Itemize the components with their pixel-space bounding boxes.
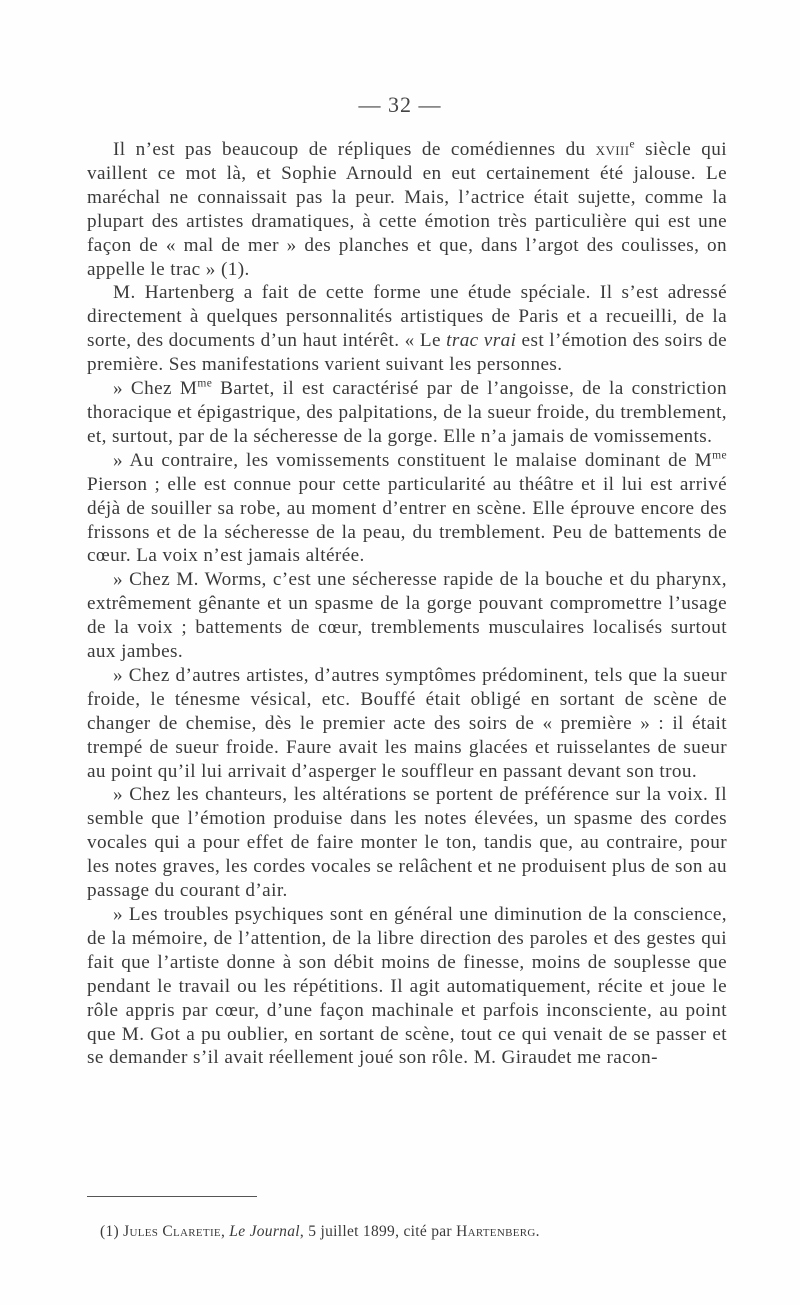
text-run: me: [712, 449, 727, 462]
paragraph: [87, 138, 727, 281]
text-run: Pierson ; elle est connue pour cette particularité au théâtre et il lui est arrivé déjà de souiller sa robe, au moment d’entrer en scène. Elle éprouve encore des frissons et de la sécheresse de la peau, du tremblement. Peu de battements de cœur. La voix n’est jamais altérée.: [87, 473, 727, 567]
text-run: » Au contraire, les vomissements constituent le malaise dominant de M: [113, 449, 713, 471]
text-run: Bartet, il est caractérisé par de l’angoisse, de la constriction thoracique et épigastrique, des palpitations, de la sueur froide, du tremblement, et, surtout, par de la sécheresse de la gorge. Elle n’a jamais de vomissements.: [87, 378, 727, 447]
text-run: e: [629, 138, 635, 151]
text-run: » Les troubles psychiques sont en général une diminution de la conscience, de la mémoire, de l’attention, de la libre direction des paroles et des gestes qui fait que l’artiste donne à son débit moins de finesse, moins de souplesse que pendant le travail ou les répétitions. Il agit automatiquement, récite et joue le rôle appris par cœur, d’une façon machinale et parfois inconsciente, au point que M. Got a pu oublier, en sortant de scène, tout ce qui venait de se passer et se demander s’il avait réellement joué son rôle. M. Giraudet me racon-: [87, 904, 727, 1069]
text-run: siècle qui vaillent ce mot là, et Sophie Arnould en eut certainement été jalouse. Le maréchal ne connaissait pas la peur. Mais, l’actrice était sujette, comme la plupart des artistes dramatiques, à cette émotion très particulière qui est une façon de « mal de mer » des planches et que, dans l’argot des coulisses, on appelle le trac » (1).: [87, 139, 727, 280]
text-run: , 5 juillet 1899, cité par: [299, 1223, 457, 1240]
text-run: » Chez M: [113, 378, 198, 400]
text-run: .: [535, 1223, 540, 1240]
text-run: » Chez les chanteurs, les altérations se portent de préférence sur la voix. Il semble que l’émotion produise dans les notes élevées, un spasme des cordes vocales qui a pour effet de faire monter le ton, tandis que, au contraire, pour les notes graves, les cordes vocales se relâchent et ne produisent plus de son au passage du courant d’air.: [87, 784, 727, 902]
footnote-separator: [87, 1196, 257, 1197]
footnote: [100, 1222, 730, 1242]
page-number: — 32 —: [358, 92, 442, 117]
paragraph: [87, 664, 727, 784]
main-text: [87, 138, 727, 1070]
text-run: » Chez M. Worms, c’est une sécheresse rapide de la bouche et du pharynx, extrêmement gênante et un spasme de la gorge pouvant compromettre l’usage de la voix ; battements de cœur, tremblements musculaires localisés surtout aux jambes.: [87, 569, 727, 663]
paragraph: [87, 903, 727, 1070]
text-run: me: [197, 377, 213, 390]
text-run: Hartenberg: [456, 1223, 536, 1240]
paragraph: [87, 568, 727, 664]
paragraph: [87, 377, 727, 449]
text-run: M. Hartenberg a fait de cette forme une étude spéciale. Il s’est adressé directement à quelques personnalités artistiques de Paris et a recueilli, de la sorte, des documents d’un haut intérêt. « Le: [87, 282, 727, 352]
text-run: Le Journal: [229, 1223, 300, 1240]
text-run: ,: [220, 1223, 230, 1240]
text-run: (1): [100, 1223, 124, 1240]
paragraph: [87, 449, 727, 569]
text-run: trac vrai: [446, 330, 517, 352]
text-run: » Chez d’autres artistes, d’autres symptômes prédominent, tels que la sueur froide, le ténesme vésical, etc. Bouffé était obligé en sortant de scène de changer de chemise, dès le premier acte des soirs de « première » : il était trempé de sueur froide. Faure avait les mains glacées et ruisselantes de sueur au point qu’il lui arrivait d’asperger le souffleur en passant devant son trou.: [87, 664, 727, 782]
text-run: Jules Claretie: [123, 1223, 221, 1240]
paragraph: [87, 783, 727, 903]
paragraph: [87, 281, 727, 377]
text-run: Il n’est pas beaucoup de répliques de comédiennes du: [113, 139, 596, 160]
text-run: xviii: [595, 139, 630, 160]
text-run: est l’émotion des soirs de première. Ses manifestations varient suivant les personnes.: [87, 330, 728, 376]
